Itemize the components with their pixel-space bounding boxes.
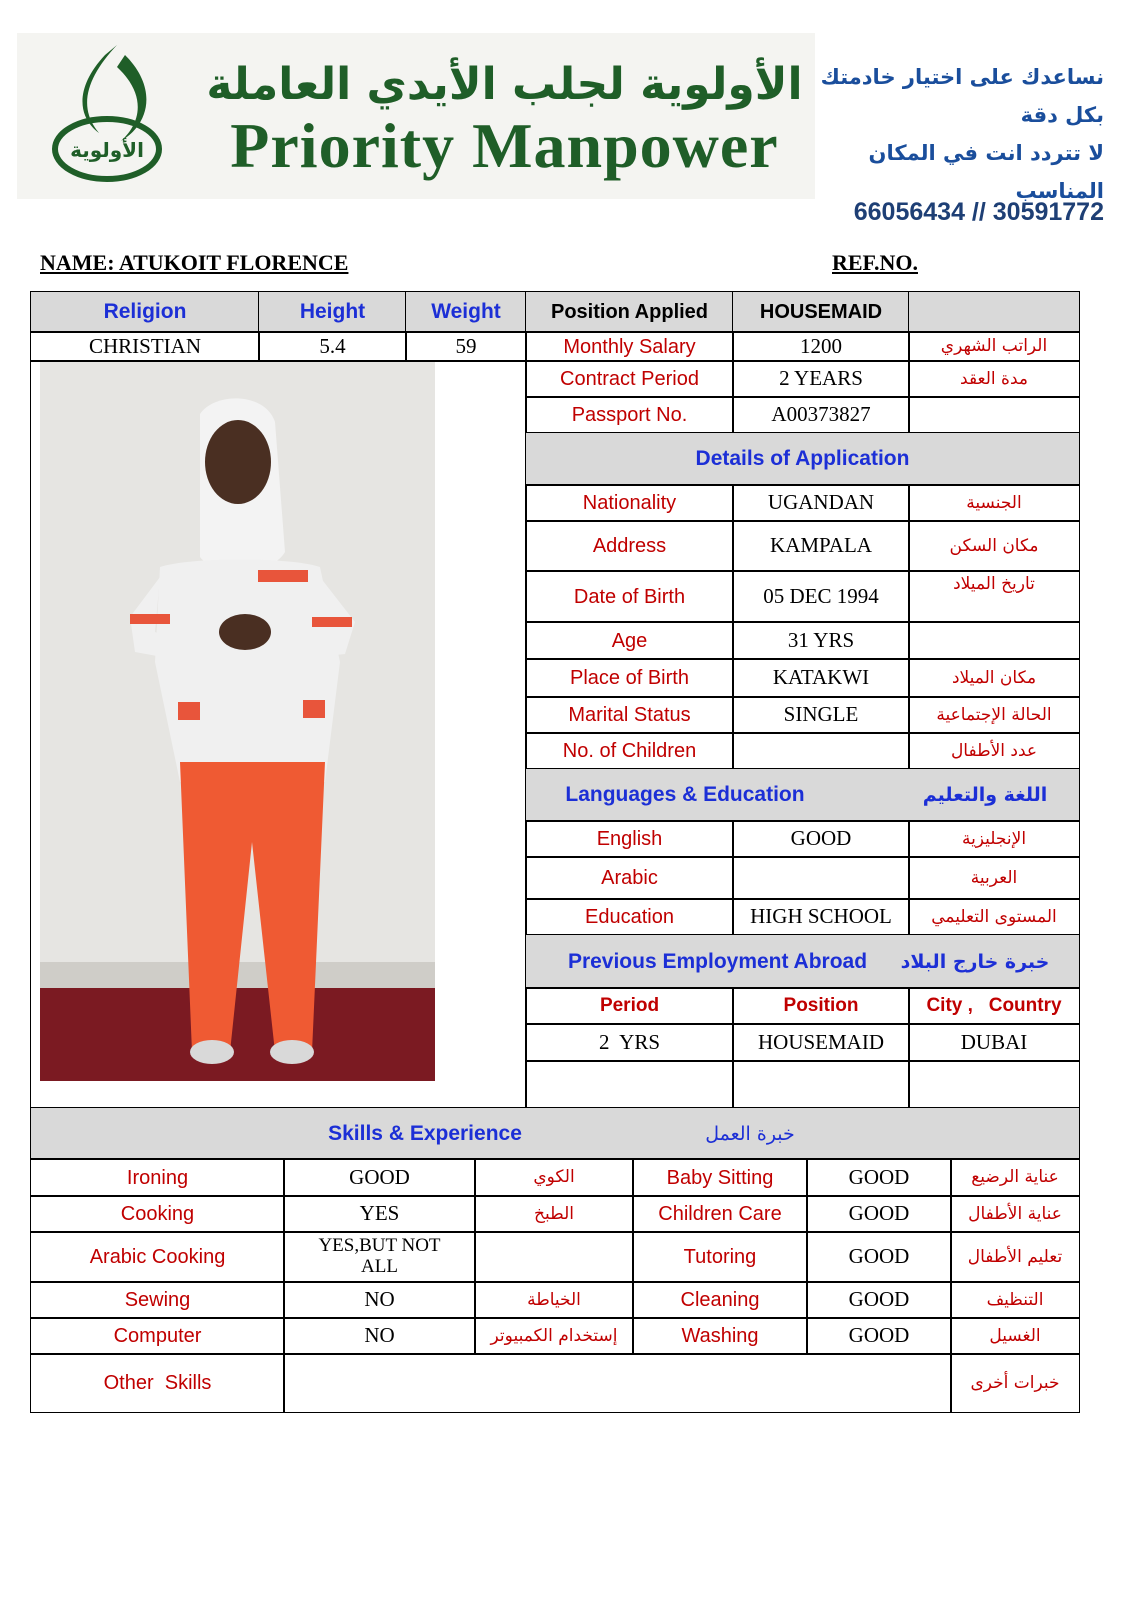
arabic-label: Arabic (525, 856, 734, 900)
nationality-value: UGANDAN (732, 484, 910, 522)
skill-value: GOOD (806, 1158, 952, 1197)
position-applied-header: Position Applied (525, 291, 734, 333)
address-arabic: مكان السكن (908, 520, 1080, 572)
employment-city-value: DUBAI (908, 1023, 1080, 1062)
skill-arabic: تعليم الأطفال (950, 1231, 1080, 1283)
employment-city-header: City , Country (908, 987, 1080, 1025)
age-blank-cell (908, 621, 1080, 660)
skill-arabic (474, 1231, 634, 1283)
employment-position-header: Position (732, 987, 910, 1025)
weight-value: 59 (405, 331, 527, 362)
applicant-photo-image (40, 362, 435, 1081)
age-label: Age (525, 621, 734, 660)
skill-value: GOOD (806, 1231, 952, 1283)
date-of-birth-value: 05 DEC 1994 (732, 570, 910, 623)
tagline (814, 58, 1104, 210)
other-skills-arabic: خبرات أخرى (950, 1353, 1080, 1413)
employment-position-value: HOUSEMAID (732, 1023, 910, 1062)
skill-label: Cooking (30, 1195, 285, 1233)
skill-value: GOOD (806, 1281, 952, 1319)
position-applied-value: HOUSEMAID (732, 291, 910, 333)
tagline-line-1: نساعدك على اختيار خادمتك بكل دقة (820, 65, 1104, 127)
monthly-salary-value: 1200 (732, 331, 910, 362)
age-value: 31 YRS (732, 621, 910, 660)
english-arabic: الإنجليزية (908, 820, 1080, 858)
education-value: HIGH SCHOOL (732, 898, 910, 936)
details-section-title: Details of Application (525, 432, 1080, 486)
skill-value: GOOD (283, 1158, 476, 1197)
skills-section-title-arabic: خبرة العمل (705, 1122, 795, 1145)
english-label: English (525, 820, 734, 858)
skill-arabic: عناية الأطفال (950, 1195, 1080, 1233)
skill-arabic: الكوي (474, 1158, 634, 1197)
skill-arabic: إستخدام الكمبيوتر (474, 1317, 634, 1355)
nationality-arabic: الجنسية (908, 484, 1080, 522)
marital-status-label: Marital Status (525, 696, 734, 734)
date-of-birth-arabic: تاريخ الميلاد (908, 570, 1080, 623)
skill-label: Children Care (632, 1195, 808, 1233)
skill-value: GOOD (806, 1317, 952, 1355)
skill-label: Arabic Cooking (30, 1231, 285, 1283)
place-of-birth-arabic: مكان الميلاد (908, 658, 1080, 698)
skill-value: NO (283, 1317, 476, 1355)
education-label: Education (525, 898, 734, 936)
skill-value: YES,BUT NOT ALL (283, 1231, 476, 1283)
contract-period-arabic: مدة العقد (908, 360, 1080, 398)
logo-english-text: Priority Manpower (230, 110, 779, 181)
company-logo (17, 33, 815, 199)
employment-period-header: Period (525, 987, 734, 1025)
employment-section-title-arabic: خبرة خارج البلاد (900, 950, 1050, 973)
english-value: GOOD (732, 820, 910, 858)
skill-label: Ironing (30, 1158, 285, 1197)
employment-section-title: Previous Employment Abroad (567, 949, 868, 973)
position-blank-cell (908, 291, 1080, 333)
skill-arabic: الغسيل (950, 1317, 1080, 1355)
skill-label: Baby Sitting (632, 1158, 808, 1197)
height-header: Height (258, 291, 407, 333)
monthly-salary-label: Monthly Salary (525, 331, 734, 362)
skill-arabic: عناية الرضيع (950, 1158, 1080, 1197)
religion-value: CHRISTIAN (30, 331, 260, 362)
marital-status-value: SINGLE (732, 696, 910, 734)
monthly-salary-arabic: الراتب الشهري (908, 331, 1080, 362)
passport-label: Passport No. (525, 396, 734, 434)
passport-value: A00373827 (732, 396, 910, 434)
nationality-label: Nationality (525, 484, 734, 522)
other-skills-value (283, 1353, 952, 1413)
skill-value: GOOD (806, 1195, 952, 1233)
tagline-line-2: لا تتردد انت في المكان المناسب (868, 141, 1104, 203)
address-label: Address (525, 520, 734, 572)
other-skills-label: Other Skills (30, 1353, 285, 1413)
arabic-arabic: العربية (908, 856, 1080, 900)
religion-header: Religion (30, 291, 260, 333)
arabic-value (732, 856, 910, 900)
children-arabic: عدد الأطفال (908, 732, 1080, 770)
contract-period-value: 2 YEARS (732, 360, 910, 398)
phone-numbers: 66056434 // 30591772 (853, 198, 1104, 226)
employment-blank-cell (732, 1060, 910, 1109)
skill-arabic: الطبخ (474, 1195, 634, 1233)
passport-blank-cell (908, 396, 1080, 434)
contract-period-label: Contract Period (525, 360, 734, 398)
applicant-name: NAME: ATUKOIT FLORENCE (40, 250, 349, 275)
skills-section-title: Skills & Experience (328, 1121, 522, 1145)
languages-section-title: Languages & Education (565, 783, 805, 806)
place-of-birth-label: Place of Birth (525, 658, 734, 698)
reference-number-label: REF.NO. (832, 250, 918, 275)
skill-label: Washing (632, 1317, 808, 1355)
children-value (732, 732, 910, 770)
skill-label: Tutoring (632, 1231, 808, 1283)
height-value: 5.4 (258, 331, 407, 362)
svg-text:الأولوية: الأولوية (70, 138, 144, 162)
skill-arabic: الخياطة (474, 1281, 634, 1319)
logo-emblem-icon (47, 37, 175, 187)
education-arabic: المستوى التعليمي (908, 898, 1080, 936)
employment-blank-cell (525, 1060, 734, 1109)
address-value: KAMPALA (732, 520, 910, 572)
skill-arabic: التنظيف (950, 1281, 1080, 1319)
children-label: No. of Children (525, 732, 734, 770)
skill-value: NO (283, 1281, 476, 1319)
skill-label: Computer (30, 1317, 285, 1355)
applicant-photo (40, 362, 435, 1081)
employment-blank-cell (908, 1060, 1080, 1109)
skill-value: YES (283, 1195, 476, 1233)
marital-status-arabic: الحالة الإجتماعية (908, 696, 1080, 734)
skill-label: Sewing (30, 1281, 285, 1319)
place-of-birth-value: KATAKWI (732, 658, 910, 698)
skill-label: Cleaning (632, 1281, 808, 1319)
weight-header: Weight (405, 291, 527, 333)
logo-arabic-text: الأولوية لجلب الأيدي العاملة (206, 59, 803, 110)
employment-period-value: 2 YRS (525, 1023, 734, 1062)
date-of-birth-label: Date of Birth (525, 570, 734, 623)
languages-section-title-arabic: اللغة والتعليم (922, 784, 1048, 806)
